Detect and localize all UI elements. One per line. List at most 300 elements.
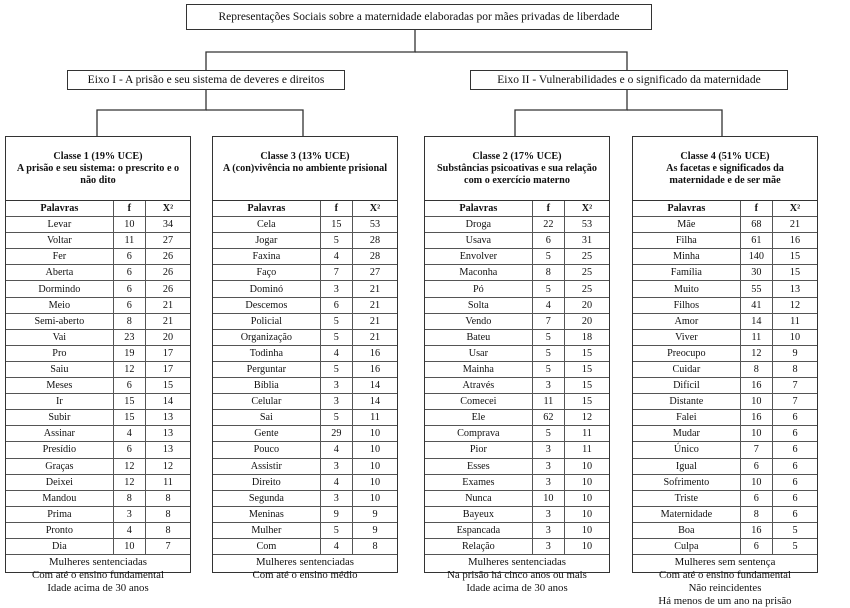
cell-chi: 13 — [145, 442, 190, 458]
cell-chi: 20 — [564, 297, 609, 313]
table-row — [633, 522, 817, 538]
table-row — [213, 281, 397, 297]
table-row — [6, 297, 190, 313]
cell-f: 55 — [740, 281, 772, 297]
class-title-block — [6, 137, 190, 201]
table-row — [633, 410, 817, 426]
cell-f: 5 — [532, 361, 564, 377]
cell-f: 30 — [740, 265, 772, 281]
table-row — [633, 361, 817, 377]
table-row — [633, 329, 817, 345]
cell-f: 5 — [532, 426, 564, 442]
table-header-row — [6, 201, 190, 217]
axis-1-box — [67, 70, 345, 90]
cell-chi: 15 — [772, 249, 817, 265]
cell-f: 16 — [740, 522, 772, 538]
table-row — [633, 538, 817, 554]
cell-chi: 9 — [772, 345, 817, 361]
cell-chi: 11 — [772, 313, 817, 329]
footer-line: Idade acima de 30 anos — [47, 582, 149, 595]
cell-word: Pro — [6, 345, 113, 361]
classe-1-panel — [5, 136, 191, 595]
cell-chi: 17 — [145, 345, 190, 361]
cell-word: Organização — [213, 329, 320, 345]
table-row — [425, 265, 609, 281]
class-title: Classe 3 (13% UCE) — [260, 151, 350, 162]
table-row — [6, 394, 190, 410]
cell-f: 6 — [113, 249, 145, 265]
table-row — [425, 313, 609, 329]
cell-f: 3 — [320, 394, 352, 410]
cell-f: 10 — [740, 474, 772, 490]
class-footer — [213, 555, 397, 582]
cell-word: Fer — [6, 249, 113, 265]
cell-chi: 8 — [145, 506, 190, 522]
table-row — [213, 378, 397, 394]
table-row — [6, 378, 190, 394]
cell-word: Meio — [6, 297, 113, 313]
cell-chi: 15 — [564, 394, 609, 410]
cell-word: Filhos — [633, 297, 740, 313]
cell-word: Semi-aberto — [6, 313, 113, 329]
table-row — [6, 506, 190, 522]
cell-word: Usar — [425, 345, 532, 361]
cell-chi: 11 — [352, 410, 397, 426]
cell-chi: 10 — [564, 474, 609, 490]
cell-f: 4 — [532, 297, 564, 313]
cell-word: Bayeux — [425, 506, 532, 522]
footer-line: Há menos de um ano na prisão — [658, 595, 792, 608]
cell-f: 12 — [113, 361, 145, 377]
cell-f: 3 — [532, 442, 564, 458]
axis-2-box — [470, 70, 788, 90]
table-row — [213, 474, 397, 490]
cell-f: 19 — [113, 345, 145, 361]
cell-chi: 10 — [352, 474, 397, 490]
cell-word: Usava — [425, 233, 532, 249]
footer-line: Com até o ensino fundamental — [32, 569, 164, 582]
footer-line: Mulheres sentenciadas — [467, 556, 567, 569]
cell-word: Voltar — [6, 233, 113, 249]
cell-chi: 28 — [352, 249, 397, 265]
cell-f: 5 — [532, 345, 564, 361]
cell-word: Saiu — [6, 361, 113, 377]
cell-chi: 53 — [564, 217, 609, 233]
table-row — [425, 442, 609, 458]
cell-chi: 15 — [564, 361, 609, 377]
table-row — [425, 522, 609, 538]
table-row — [213, 490, 397, 506]
cell-word: Descemos — [213, 297, 320, 313]
cell-chi: 10 — [352, 442, 397, 458]
table-row — [6, 345, 190, 361]
cell-f: 5 — [320, 233, 352, 249]
cell-word: Dominó — [213, 281, 320, 297]
footer-line: Com até o ensino médio — [252, 569, 358, 582]
cell-f: 9 — [320, 506, 352, 522]
col-header-chi: X² — [564, 201, 609, 217]
table-row — [633, 313, 817, 329]
class-title-block — [425, 137, 609, 201]
footer-line: Na prisão há cinco anos ou mais — [447, 569, 587, 582]
cell-chi: 20 — [564, 313, 609, 329]
table-row — [425, 506, 609, 522]
cell-word: Falei — [633, 410, 740, 426]
cell-chi: 11 — [564, 426, 609, 442]
cell-chi: 53 — [352, 217, 397, 233]
cell-chi: 10 — [352, 458, 397, 474]
cell-word: Jogar — [213, 233, 320, 249]
cell-word: Deixei — [6, 474, 113, 490]
class-title-block — [213, 137, 397, 201]
cell-f: 6 — [740, 538, 772, 554]
class-title: Classe 4 (51% UCE) — [680, 151, 770, 162]
col-header-f: f — [320, 201, 352, 217]
cell-word: Ir — [6, 394, 113, 410]
cell-chi: 10 — [564, 458, 609, 474]
cell-f: 5 — [320, 410, 352, 426]
table-row — [633, 249, 817, 265]
cell-word: Droga — [425, 217, 532, 233]
cell-chi: 10 — [772, 329, 817, 345]
cell-chi: 11 — [145, 474, 190, 490]
cell-chi: 6 — [772, 410, 817, 426]
cell-word: Sofrimento — [633, 474, 740, 490]
table-row — [213, 394, 397, 410]
class-title: Classe 1 (19% UCE) — [53, 151, 143, 162]
cell-f: 10 — [113, 538, 145, 554]
cell-f: 41 — [740, 297, 772, 313]
cell-f: 3 — [532, 458, 564, 474]
footer-line: Mulheres sentenciadas — [48, 556, 148, 569]
cell-chi: 21 — [352, 329, 397, 345]
cell-f: 5 — [532, 329, 564, 345]
class-title: Classe 2 (17% UCE) — [472, 151, 562, 162]
cell-f: 3 — [532, 538, 564, 554]
cell-word: Maternidade — [633, 506, 740, 522]
table-row — [633, 442, 817, 458]
cell-chi: 31 — [564, 233, 609, 249]
table-row — [6, 329, 190, 345]
cell-chi: 10 — [564, 490, 609, 506]
table-row — [633, 345, 817, 361]
col-header-f: f — [740, 201, 772, 217]
cell-f: 10 — [113, 217, 145, 233]
class-subtitle: A prisão e seu sistema: o prescrito e o não dito — [16, 163, 180, 186]
footer-line: Idade acima de 30 anos — [466, 582, 568, 595]
cell-word: Meses — [6, 378, 113, 394]
table-header-row — [213, 201, 397, 217]
cell-word: Vai — [6, 329, 113, 345]
cell-word: Envolver — [425, 249, 532, 265]
class-title-block — [633, 137, 817, 201]
cell-word: Bateu — [425, 329, 532, 345]
table-row — [213, 361, 397, 377]
cell-f: 5 — [320, 329, 352, 345]
cell-word: Pronto — [6, 522, 113, 538]
cell-f: 4 — [320, 474, 352, 490]
cell-f: 6 — [113, 442, 145, 458]
cell-f: 12 — [113, 458, 145, 474]
cell-f: 3 — [113, 506, 145, 522]
table-row — [213, 233, 397, 249]
cell-word: Culpa — [633, 538, 740, 554]
cell-chi: 14 — [352, 394, 397, 410]
cell-chi: 10 — [352, 490, 397, 506]
cell-word: Solta — [425, 297, 532, 313]
cell-word: Assinar — [6, 426, 113, 442]
cell-word: Espancada — [425, 522, 532, 538]
axis-1-label: Eixo I - A prisão e seu sistema de deveres e direitos — [87, 74, 325, 86]
table-row — [425, 217, 609, 233]
cell-f: 6 — [113, 265, 145, 281]
cell-chi: 11 — [564, 442, 609, 458]
col-header-f: f — [532, 201, 564, 217]
table-row — [633, 217, 817, 233]
cell-chi: 16 — [772, 233, 817, 249]
cell-f: 4 — [320, 538, 352, 554]
cell-word: Esses — [425, 458, 532, 474]
table-row — [213, 313, 397, 329]
cell-word: Pó — [425, 281, 532, 297]
cell-word: Amor — [633, 313, 740, 329]
cell-chi: 16 — [352, 361, 397, 377]
cell-f: 11 — [740, 329, 772, 345]
cell-f: 68 — [740, 217, 772, 233]
cell-f: 62 — [532, 410, 564, 426]
table-row — [6, 410, 190, 426]
table-row — [425, 345, 609, 361]
cell-word: Bíblia — [213, 378, 320, 394]
table-row — [6, 265, 190, 281]
table-row — [633, 426, 817, 442]
cell-word: Muito — [633, 281, 740, 297]
cell-word: Triste — [633, 490, 740, 506]
table-row — [425, 458, 609, 474]
table-row — [425, 474, 609, 490]
table-row — [6, 313, 190, 329]
table-row — [213, 265, 397, 281]
table-row — [213, 506, 397, 522]
table-row — [425, 361, 609, 377]
cell-chi: 21 — [352, 281, 397, 297]
cell-word: Viver — [633, 329, 740, 345]
table-row — [425, 410, 609, 426]
cell-f: 16 — [740, 378, 772, 394]
cell-word: Graças — [6, 458, 113, 474]
cell-chi: 8 — [772, 361, 817, 377]
table-row — [633, 297, 817, 313]
footer-line: Mulheres sentenciadas — [255, 556, 355, 569]
cell-f: 10 — [532, 490, 564, 506]
cell-word: Meninas — [213, 506, 320, 522]
class-subtitle: As facetas e significados da maternidade e de ser mãe — [666, 163, 784, 186]
cell-f: 3 — [532, 378, 564, 394]
table-row — [6, 474, 190, 490]
cell-f: 5 — [320, 522, 352, 538]
cell-chi: 9 — [352, 506, 397, 522]
cell-f: 8 — [113, 313, 145, 329]
table-row — [633, 490, 817, 506]
col-header-chi: X² — [145, 201, 190, 217]
table-row — [213, 426, 397, 442]
cell-f: 6 — [113, 378, 145, 394]
table-row — [633, 378, 817, 394]
cell-f: 16 — [740, 410, 772, 426]
cell-f: 12 — [113, 474, 145, 490]
cell-chi: 12 — [145, 458, 190, 474]
footer-line: Não reincidentes — [688, 582, 762, 595]
classe-4-panel — [632, 136, 818, 608]
cell-word: Mãe — [633, 217, 740, 233]
cell-f: 8 — [740, 361, 772, 377]
col-header-chi: X² — [772, 201, 817, 217]
cell-f: 14 — [740, 313, 772, 329]
cell-chi: 14 — [352, 378, 397, 394]
cell-f: 11 — [532, 394, 564, 410]
table-row — [6, 361, 190, 377]
table-row — [425, 249, 609, 265]
cell-word: Difícil — [633, 378, 740, 394]
cell-word: Vendo — [425, 313, 532, 329]
cell-chi: 13 — [145, 426, 190, 442]
cell-chi: 6 — [772, 506, 817, 522]
cell-chi: 6 — [772, 426, 817, 442]
cell-f: 3 — [320, 378, 352, 394]
cell-word: Prima — [6, 506, 113, 522]
cell-f: 6 — [740, 458, 772, 474]
cell-chi: 15 — [772, 265, 817, 281]
cell-f: 3 — [320, 281, 352, 297]
table-row — [425, 281, 609, 297]
cell-word: Perguntar — [213, 361, 320, 377]
cell-word: Comecei — [425, 394, 532, 410]
table-row — [425, 490, 609, 506]
cell-chi: 6 — [772, 490, 817, 506]
cell-f: 61 — [740, 233, 772, 249]
cell-chi: 10 — [352, 426, 397, 442]
cell-f: 11 — [113, 233, 145, 249]
table-row — [213, 538, 397, 554]
table-row — [6, 522, 190, 538]
table-row — [6, 281, 190, 297]
cell-chi: 12 — [564, 410, 609, 426]
cell-f: 4 — [320, 345, 352, 361]
cell-word: Mandou — [6, 490, 113, 506]
cell-word: Faxina — [213, 249, 320, 265]
table-row — [213, 297, 397, 313]
cell-chi: 6 — [772, 474, 817, 490]
cell-f: 4 — [113, 426, 145, 442]
cell-chi: 26 — [145, 281, 190, 297]
cell-f: 7 — [320, 265, 352, 281]
top-title-box — [186, 4, 652, 30]
cell-chi: 16 — [352, 345, 397, 361]
cell-word: Família — [633, 265, 740, 281]
cell-f: 3 — [532, 474, 564, 490]
cell-word: Todinha — [213, 345, 320, 361]
table-row — [425, 538, 609, 554]
cell-chi: 10 — [564, 538, 609, 554]
table-row — [213, 522, 397, 538]
cell-chi: 21 — [145, 313, 190, 329]
cell-word: Dormindo — [6, 281, 113, 297]
classe-3-panel — [212, 136, 398, 582]
cell-word: Celular — [213, 394, 320, 410]
classe-2-panel — [424, 136, 610, 595]
cell-f: 4 — [320, 442, 352, 458]
table-row — [425, 378, 609, 394]
cell-word: Único — [633, 442, 740, 458]
cell-chi: 10 — [564, 522, 609, 538]
cell-word: Relação — [425, 538, 532, 554]
cell-f: 3 — [320, 490, 352, 506]
axis-2-label: Eixo II - Vulnerabilidades e o significado da maternidade — [497, 74, 761, 86]
cell-word: Exames — [425, 474, 532, 490]
cell-chi: 27 — [352, 265, 397, 281]
cell-f: 15 — [113, 394, 145, 410]
table-row — [425, 297, 609, 313]
cell-chi: 13 — [772, 281, 817, 297]
cell-word: Através — [425, 378, 532, 394]
cell-chi: 8 — [145, 522, 190, 538]
table-header-row — [633, 201, 817, 217]
cell-chi: 26 — [145, 265, 190, 281]
cell-chi: 6 — [772, 458, 817, 474]
cell-f: 6 — [740, 490, 772, 506]
cell-f: 15 — [320, 217, 352, 233]
cell-f: 10 — [740, 394, 772, 410]
table-row — [6, 538, 190, 554]
cell-f: 6 — [113, 281, 145, 297]
cell-f: 7 — [740, 442, 772, 458]
table-row — [425, 329, 609, 345]
cell-f: 4 — [320, 249, 352, 265]
words-table — [213, 201, 397, 555]
cell-chi: 21 — [352, 297, 397, 313]
table-row — [425, 233, 609, 249]
cell-f: 3 — [532, 522, 564, 538]
col-header-word: Palavras — [213, 201, 320, 217]
footer-line: Com até o ensino fundamental — [659, 569, 791, 582]
cell-word: Distante — [633, 394, 740, 410]
cell-f: 29 — [320, 426, 352, 442]
cell-f: 6 — [320, 297, 352, 313]
cell-chi: 6 — [772, 442, 817, 458]
cell-word: Sai — [213, 410, 320, 426]
cell-word: Pouco — [213, 442, 320, 458]
cell-f: 12 — [740, 345, 772, 361]
cell-chi: 7 — [145, 538, 190, 554]
cell-chi: 21 — [352, 313, 397, 329]
cell-word: Minha — [633, 249, 740, 265]
table-row — [213, 442, 397, 458]
cell-f: 5 — [532, 249, 564, 265]
cell-f: 5 — [320, 313, 352, 329]
cell-word: Comprava — [425, 426, 532, 442]
col-header-word: Palavras — [633, 201, 740, 217]
cell-chi: 12 — [772, 297, 817, 313]
cell-word: Dia — [6, 538, 113, 554]
cell-word: Com — [213, 538, 320, 554]
cell-chi: 34 — [145, 217, 190, 233]
cell-word: Ele — [425, 410, 532, 426]
table-row — [633, 458, 817, 474]
cell-word: Direito — [213, 474, 320, 490]
cell-f: 8 — [532, 265, 564, 281]
cell-f: 8 — [113, 490, 145, 506]
table-row — [633, 233, 817, 249]
